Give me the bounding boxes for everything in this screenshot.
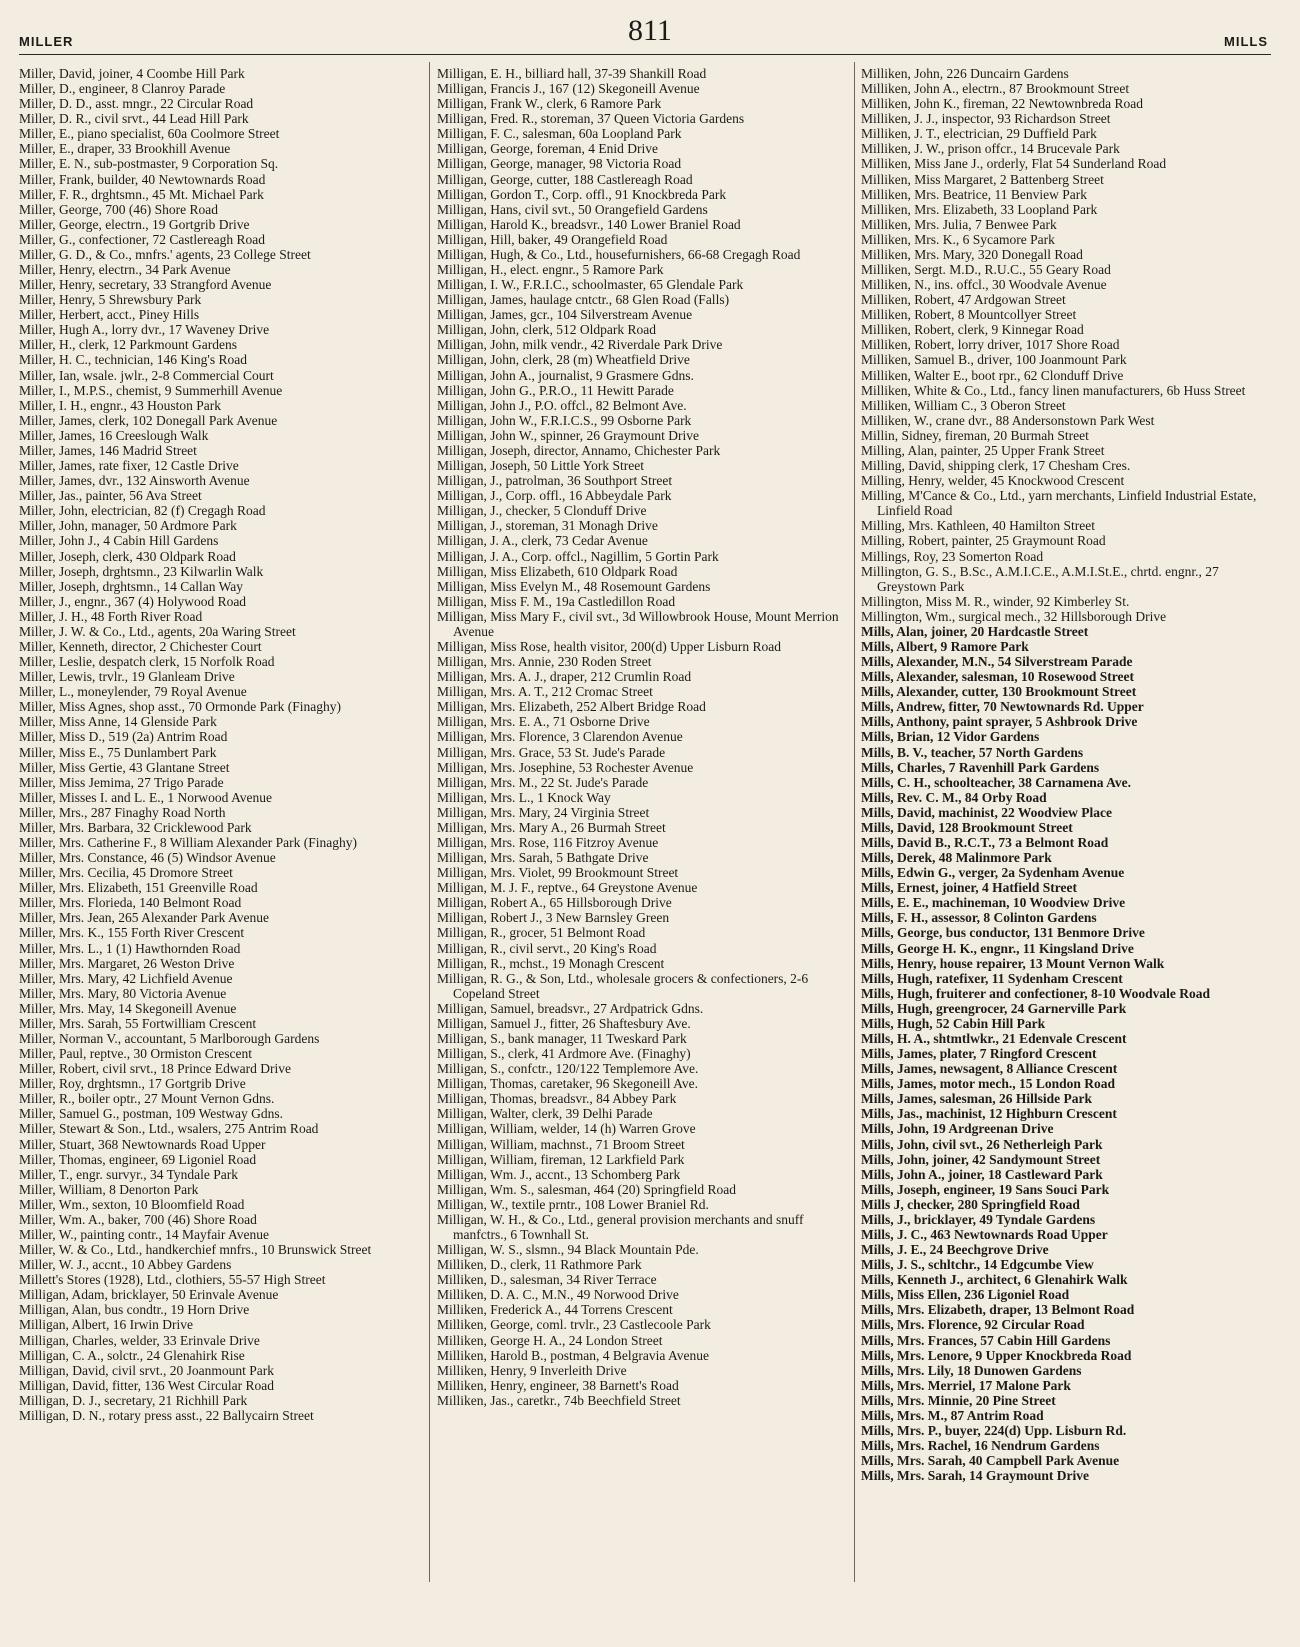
directory-entry: Milligan, R., mchst., 19 Monagh Crescent xyxy=(437,955,665,971)
directory-entry: Mills, George H. K., engnr., 11 Kingsland Drive xyxy=(861,940,1134,956)
directory-entry: Mills, Mrs. Lenore, 9 Upper Knockbreda Road xyxy=(861,1347,1132,1363)
directory-entry: Mills, Alexander, M.N., 54 Silverstream Parade xyxy=(861,654,1133,670)
directory-entry: Milligan, George, foreman, 4 Enid Drive xyxy=(437,141,658,157)
directory-entry: Milligan, J., Corp. offl., 16 Abbeydale Park xyxy=(437,488,672,504)
directory-entry: Milligan, Miss Mary F., civil svt., 3d Willowbrook House, Mount Merrion Avenue xyxy=(437,608,839,639)
directory-entry: Miller, Kenneth, director, 2 Chichester Court xyxy=(19,638,262,654)
directory-entry: Miller, Mrs. K., 155 Forth River Crescent xyxy=(19,925,245,941)
directory-entry: Milligan, Charles, welder, 33 Erinvale Drive xyxy=(19,1332,260,1348)
directory-entry: Miller, I. H., engnr., 43 Houston Park xyxy=(19,397,221,413)
directory-entry: Mills, Jas., machinist, 12 Highburn Crescent xyxy=(861,1106,1117,1122)
directory-entry: Milligan, Mrs. Annie, 230 Roden Street xyxy=(437,654,652,670)
directory-entry: Mills, Hugh, fruiterer and confectioner, 8-10 Woodvale Road xyxy=(861,985,1210,1001)
directory-entry: Mills, Mrs. M., 87 Antrim Road xyxy=(861,1407,1044,1423)
directory-entry: Miller, Mrs. Catherine F., 8 William Alexander Park (Finaghy) xyxy=(19,834,358,850)
directory-entry: Milliken, White & Co., Ltd., fancy linen manufacturers, 6b Huss Street xyxy=(861,382,1246,398)
directory-entry: Mills, George, bus conductor, 131 Benmore Drive xyxy=(861,925,1145,941)
directory-entry: Milligan, W. H., & Co., Ltd., general provision merchants and snuff manfctrs., 6 Townhall St. xyxy=(437,1211,804,1243)
directory-entry: Milligan, Mrs. Josephine, 53 Rochester Avenue xyxy=(437,759,694,775)
directory-entry: Milligan, D. J., secretary, 21 Richhill Park xyxy=(19,1392,248,1408)
directory-entry: Mills, Mrs. P., buyer, 224(d) Upp. Lisburn Rd. xyxy=(861,1423,1127,1439)
directory-entry: Milligan, Francis J., 167 (12) Skegoneill Avenue xyxy=(437,81,700,97)
directory-entry: Milliken, D. A. C., M.N., 49 Norwood Drive xyxy=(437,1287,679,1303)
directory-entry: Milligan, J., patrolman, 36 Southport Street xyxy=(437,473,673,489)
directory-entry: Milligan, Walter, clerk, 39 Delhi Parade xyxy=(437,1106,653,1122)
directory-entry: Miller, James, rate fixer, 12 Castle Drive xyxy=(19,458,239,474)
directory-entry: Miller, Robert, civil srvt., 18 Prince Edward Drive xyxy=(19,1061,292,1077)
directory-entry: Milligan, John, milk vendr., 42 Riverdale Park Drive xyxy=(437,337,723,353)
directory-entry: Miller, Herbert, acct., Piney Hills xyxy=(19,307,200,323)
directory-entry: Miller, Mrs. L., 1 (1) Hawthornden Road xyxy=(19,940,241,956)
directory-entry: Milligan, John W., F.R.I.C.S., 99 Osborne Park xyxy=(437,412,692,428)
directory-entry: Miller, John J., 4 Cabin Hill Gardens xyxy=(19,533,219,549)
directory-entry: Milling, Alan, painter, 25 Upper Frank Street xyxy=(861,442,1105,458)
directory-entry: Mills, Henry, house repairer, 13 Mount Vernon Walk xyxy=(861,955,1165,971)
directory-entry: Mills, F. H., assessor, 8 Colinton Gardens xyxy=(861,910,1097,926)
directory-entry: Milligan, Wm. J., accnt., 13 Schomberg Park xyxy=(437,1166,681,1182)
directory-entry: Mills, Mrs. Sarah, 40 Campbell Park Avenue xyxy=(861,1453,1120,1469)
directory-entry: Miller, J., engnr., 367 (4) Holywood Road xyxy=(19,593,247,609)
directory-entry: Miller, Mrs. Barbara, 32 Cricklewood Park xyxy=(19,819,252,835)
directory-entry: Mills, Alexander, cutter, 130 Brookmount Street xyxy=(861,684,1137,700)
directory-entry: Milliken, Robert, 47 Ardgowan Street xyxy=(861,292,1066,308)
directory-entry: Mills, Hugh, ratefixer, 11 Sydenham Crescent xyxy=(861,970,1123,986)
directory-entry: Milliken, Mrs. Beatrice, 11 Benview Park xyxy=(861,186,1087,202)
directory-column-2 xyxy=(437,66,853,1636)
directory-entry: Milling, Mrs. Kathleen, 40 Hamilton Street xyxy=(861,518,1095,534)
directory-entry: Miller, W. & Co., Ltd., handkerchief mnfrs., 10 Brunswick Street xyxy=(19,1242,372,1258)
directory-entry: Milligan, Hugh, & Co., Ltd., housefurnishers, 66-68 Cregagh Road xyxy=(437,246,801,262)
directory-entry: Miller, Jas., painter, 56 Ava Street xyxy=(19,488,202,504)
directory-entry: Milligan, Miss F. M., 19a Castledillon Road xyxy=(437,593,676,609)
directory-entry: Milligan, Mrs. Florence, 3 Clarendon Avenue xyxy=(437,729,683,745)
directory-entry: Milliken, John, 226 Duncairn Gardens xyxy=(861,66,1069,81)
directory-entry: Miller, James, dvr., 132 Ainsworth Avenue xyxy=(19,473,250,489)
directory-entry: Millett's Stores (1928), Ltd., clothiers, 55-57 High Street xyxy=(19,1272,326,1288)
directory-entry: Milling, M'Cance & Co., Ltd., yarn merchants, Linfield Industrial Estate, Linfield Road xyxy=(861,488,1257,519)
directory-entry: Milligan, Joseph, director, Annamo, Chichester Park xyxy=(437,442,721,458)
directory-entry: Milligan, D. N., rotary press asst., 22 Ballycairn Street xyxy=(19,1407,314,1423)
directory-entry: Miller, D. R., civil srvt., 44 Lead Hill Park xyxy=(19,111,249,127)
directory-entry: Mills, John, joiner, 42 Sandymount Street xyxy=(861,1151,1101,1167)
directory-entry: Mills, James, salesman, 26 Hillside Park xyxy=(861,1091,1092,1107)
directory-entry: Mills, J., bricklayer, 49 Tyndale Gardens xyxy=(861,1211,1096,1227)
directory-entry: Milligan, John J., P.O. offcl., 82 Belmont Ave. xyxy=(437,397,687,413)
directory-entry: Miller, R., boiler optr., 27 Mount Vernon Gdns. xyxy=(19,1091,275,1107)
directory-entry: Miller, Mrs. Mary, 80 Victoria Avenue xyxy=(19,985,227,1001)
directory-entry: Miller, Mrs. Sarah, 55 Fortwilliam Crescent xyxy=(19,1015,257,1031)
directory-entry: Milligan, Robert J., 3 New Barnsley Green xyxy=(437,910,670,926)
directory-column-3 xyxy=(861,66,1269,1636)
directory-entry: Milligan, J. A., Corp. offcl., Nagillim, 5 Gortin Park xyxy=(437,548,719,564)
directory-entry: Milligan, John W., spinner, 26 Graymount Drive xyxy=(437,427,699,443)
directory-entry: Mills, Mrs. Lily, 18 Dunowen Gardens xyxy=(861,1362,1082,1378)
directory-entry: Miller, Samuel G., postman, 109 Westway Gdns. xyxy=(19,1106,283,1122)
directory-entry: Milligan, J. A., clerk, 73 Cedar Avenue xyxy=(437,533,648,549)
directory-entry: Milligan, George, cutter, 188 Castlereagh Road xyxy=(437,171,693,187)
directory-entry: Milligan, Mrs. Mary A., 26 Burmah Street xyxy=(437,819,666,835)
directory-entry: Mills, Miss Ellen, 236 Ligoniel Road xyxy=(861,1287,1070,1303)
directory-entry: Mills, Brian, 12 Vidor Gardens xyxy=(861,729,1040,745)
directory-entry: Mills, Joseph, engineer, 19 Sans Souci Park xyxy=(861,1181,1110,1197)
directory-entry: Milligan, Wm. S., salesman, 464 (20) Springfield Road xyxy=(437,1181,736,1197)
directory-entry: Milliken, J. J., inspector, 93 Richardson Street xyxy=(861,111,1111,127)
directory-entry: Mills, James, motor mech., 15 London Road xyxy=(861,1076,1116,1092)
directory-entry: Milliken, William C., 3 Oberon Street xyxy=(861,397,1066,413)
directory-entry: Milligan, Miss Elizabeth, 610 Oldpark Road xyxy=(437,563,678,579)
directory-entry: Milligan, John, clerk, 28 (m) Wheatfield Drive xyxy=(437,352,690,368)
directory-entry: Miller, James, 146 Madrid Street xyxy=(19,442,197,458)
directory-entry: Miller, D., engineer, 8 Clanroy Parade xyxy=(19,81,226,97)
directory-entry: Miller, G., confectioner, 72 Castlereagh Road xyxy=(19,231,265,247)
directory-entry: Milligan, Hans, civil svt., 50 Orangefield Gardens xyxy=(437,201,708,217)
directory-entry: Miller, Joseph, drghtsmn., 14 Callan Way xyxy=(19,578,243,594)
directory-entry: Milliken, John A., electrn., 87 Brookmount Street xyxy=(861,81,1130,97)
directory-entry: Mills, Hugh, greengrocer, 24 Garnerville Park xyxy=(861,1000,1127,1016)
directory-entry: Milligan, W. S., slsmn., 94 Black Mountain Pde. xyxy=(437,1242,699,1258)
directory-entry: Mills, John, civil svt., 26 Netherleigh Park xyxy=(861,1136,1103,1152)
directory-entry: Milling, Henry, welder, 45 Knockwood Crescent xyxy=(861,473,1125,489)
directory-entry: Milligan, Mrs. A. J., draper, 212 Crumlin Road xyxy=(437,669,692,685)
directory-entry: Miller, J. W. & Co., Ltd., agents, 20a Waring Street xyxy=(19,623,296,639)
directory-entry: Miller, J. H., 48 Forth River Road xyxy=(19,608,203,624)
directory-entry: Mills, C. H., schoolteacher, 38 Carnamena Ave. xyxy=(861,774,1131,790)
directory-entry: Mills, H. A., shtmtlwkr., 21 Edenvale Crescent xyxy=(861,1031,1127,1046)
directory-entry: Mills, Alan, joiner, 20 Hardcastle Street xyxy=(861,623,1089,639)
directory-entry: Mills, Rev. C. M., 84 Orby Road xyxy=(861,789,1047,805)
directory-entry: Millings, Roy, 23 Somerton Road xyxy=(861,548,1044,564)
header-rule xyxy=(19,54,1271,55)
directory-entry: Mills, E. E., machineman, 10 Woodview Drive xyxy=(861,895,1126,911)
directory-entry: Mills, David, 128 Brookmount Street xyxy=(861,819,1073,835)
directory-entry: Milliken, J. T., electrician, 29 Duffield Park xyxy=(861,126,1097,142)
directory-entry: Milligan, Harold K., breadsvr., 140 Lower Braniel Road xyxy=(437,216,741,232)
directory-entry: Mills, David, machinist, 22 Woodview Place xyxy=(861,804,1113,820)
directory-entry: Milliken, Walter E., boot rpr., 62 Clonduff Drive xyxy=(861,367,1124,383)
directory-entry: Miller, Mrs. Florieda, 140 Belmont Road xyxy=(19,895,242,911)
directory-entry: Miller, Miss D., 519 (2a) Antrim Road xyxy=(19,729,228,745)
directory-entry: Miller, Henry, secretary, 33 Strangford Avenue xyxy=(19,277,272,293)
directory-entry: Mills, John, 19 Ardgreenan Drive xyxy=(861,1121,1054,1137)
directory-entry: Milliken, Mrs. Julia, 7 Benwee Park xyxy=(861,216,1057,232)
directory-entry: Mills, Charles, 7 Ravenhill Park Gardens xyxy=(861,759,1100,775)
directory-entry: Milligan, Joseph, 50 Little York Street xyxy=(437,458,644,474)
directory-entry: Miller, Stuart, 368 Newtownards Road Upper xyxy=(19,1136,266,1152)
directory-entry: Miller, Stewart & Son., Ltd., wsalers, 275 Antrim Road xyxy=(19,1121,319,1137)
directory-entry: Milligan, George, manager, 98 Victoria Road xyxy=(437,156,682,172)
page-number: 811 xyxy=(628,14,672,47)
directory-entry: Mills, David B., R.C.T., 73 a Belmont Road xyxy=(861,834,1109,850)
directory-entry: Milligan, David, civil srvt., 20 Joanmount Park xyxy=(19,1362,274,1378)
directory-entry: Milliken, Henry, 9 Inverleith Drive xyxy=(437,1362,627,1378)
directory-entry: Milligan, James, gcr., 104 Silverstream Avenue xyxy=(437,307,693,323)
directory-entry: Miller, Frank, builder, 40 Newtownards Road xyxy=(19,171,266,187)
directory-entry: Milligan, David, fitter, 136 West Circular Road xyxy=(19,1377,274,1393)
directory-entry: Milligan, William, fireman, 12 Larkfield Park xyxy=(437,1151,685,1167)
directory-entry: Milligan, Samuel J., fitter, 26 Shaftesbury Ave. xyxy=(437,1015,691,1031)
directory-entry: Miller, Mrs. Elizabeth, 151 Greenville Road xyxy=(19,880,258,896)
directory-entry: Mills, James, newsagent, 8 Alliance Crescent xyxy=(861,1061,1118,1077)
directory-entry: Milliken, D., salesman, 34 River Terrace xyxy=(437,1272,657,1288)
directory-entry: Miller, Mrs. Cecilia, 45 Dromore Street xyxy=(19,865,233,881)
directory-entry: Milliken, Harold B., postman, 4 Belgravia Avenue xyxy=(437,1347,709,1363)
directory-entry: Millin, Sidney, fireman, 20 Burmah Street xyxy=(861,427,1089,443)
directory-entry: Milligan, R. G., & Son, Ltd., wholesale grocers & confectioners, 2-6 Copeland Street xyxy=(437,970,809,1001)
directory-entry: Milligan, Hill, baker, 49 Orangefield Road xyxy=(437,231,668,247)
directory-entry: Milliken, Mrs. Mary, 320 Donegall Road xyxy=(861,246,1083,262)
directory-entry: Milliken, George H. A., 24 London Street xyxy=(437,1332,663,1348)
running-head-right: MILLS xyxy=(1224,34,1268,49)
directory-entry: Milligan, Adam, bricklayer, 50 Erinvale Avenue xyxy=(19,1287,279,1303)
directory-entry: Milligan, Mrs. L., 1 Knock Way xyxy=(437,789,611,805)
directory-entry: Millington, G. S., B.Sc., A.M.I.C.E., A.M.I.St.E., chrtd. engnr., 27 Greystown Park xyxy=(861,563,1219,594)
directory-entry: Miller, Mrs. Margaret, 26 Weston Drive xyxy=(19,955,235,971)
directory-entry: Milliken, Robert, 8 Mountcollyer Street xyxy=(861,307,1077,323)
directory-entry: Milliken, George, coml. trvlr., 23 Castlecoole Park xyxy=(437,1317,711,1333)
directory-entry: Mills, Alexander, salesman, 10 Rosewood Street xyxy=(861,669,1134,685)
directory-entry: Miller, Mrs. May, 14 Skegoneill Avenue xyxy=(19,1000,237,1016)
directory-entry: Milligan, Mrs. Sarah, 5 Bathgate Drive xyxy=(437,850,649,866)
column-divider xyxy=(854,62,855,1582)
running-head-left: MILLER xyxy=(19,34,74,49)
directory-entry: Milliken, Mrs. Elizabeth, 33 Loopland Park xyxy=(861,201,1098,217)
directory-entry: Mills, Kenneth J., architect, 6 Glenahirk Walk xyxy=(861,1272,1128,1288)
directory-entry: Milligan, Mrs. Elizabeth, 252 Albert Bridge Road xyxy=(437,699,706,715)
directory-entry: Mills, Mrs. Florence, 92 Circular Road xyxy=(861,1317,1085,1333)
directory-entry: Milliken, D., clerk, 11 Rathmore Park xyxy=(437,1257,642,1273)
directory-entry: Miller, W. J., accnt., 10 Abbey Gardens xyxy=(19,1257,232,1273)
directory-entry: Miller, D. D., asst. mngr., 22 Circular Road xyxy=(19,96,254,112)
directory-entry: Milliken, Sergt. M.D., R.U.C., 55 Geary Road xyxy=(861,262,1111,278)
directory-entry: Milligan, James, haulage cntctr., 68 Glen Road (Falls) xyxy=(437,292,730,308)
directory-entry: Miller, William, 8 Denorton Park xyxy=(19,1181,199,1197)
directory-entry: Milligan, S., clerk, 41 Ardmore Ave. (Finaghy) xyxy=(437,1046,691,1062)
directory-entry: Milligan, Mrs. E. A., 71 Osborne Drive xyxy=(437,714,650,730)
directory-entry: Miller, Lewis, trvlr., 19 Glanleam Drive xyxy=(19,669,235,685)
directory-entry: Miller, Mrs., 287 Finaghy Road North xyxy=(19,804,226,820)
directory-entry: Milligan, William, welder, 14 (h) Warren Grove xyxy=(437,1121,696,1137)
directory-entry: Miller, Miss Anne, 14 Glenside Park xyxy=(19,714,217,730)
directory-entry: Milliken, Robert, clerk, 9 Kinnegar Road xyxy=(861,322,1084,338)
directory-entry: Milliken, W., crane dvr., 88 Andersonstown Park West xyxy=(861,412,1155,428)
directory-entry: Mills, Anthony, paint sprayer, 5 Ashbrook Drive xyxy=(861,714,1138,730)
directory-entry: Miller, T., engr. survyr., 34 Tyndale Park xyxy=(19,1166,238,1182)
directory-entry: Milligan, Mrs. Mary, 24 Virginia Street xyxy=(437,804,650,820)
directory-entry: Millington, Miss M. R., winder, 92 Kimberley St. xyxy=(861,593,1130,609)
directory-entry: Miller, Ian, wsale. jwlr., 2-8 Commercial Court xyxy=(19,367,274,383)
directory-entry: Milligan, H., elect. engnr., 5 Ramore Park xyxy=(437,262,664,278)
directory-entry: Milligan, J., storeman, 31 Monagh Drive xyxy=(437,518,658,534)
directory-entry: Milligan, Thomas, caretaker, 96 Skegoneill Ave. xyxy=(437,1076,699,1092)
directory-entry: Milligan, F. C., salesman, 60a Loopland Park xyxy=(437,126,682,142)
directory-entry: Milligan, Miss Rose, health visitor, 200(d) Upper Lisburn Road xyxy=(437,638,782,654)
directory-entry: Mills, Mrs. Minnie, 20 Pine Street xyxy=(861,1392,1056,1408)
directory-entry: Milligan, Thomas, breadsvr., 84 Abbey Park xyxy=(437,1091,677,1107)
directory-entry: Miller, Miss Jemima, 27 Trigo Parade xyxy=(19,774,224,790)
directory-entry: Mills, Edwin G., verger, 2a Sydenham Avenue xyxy=(861,865,1125,881)
directory-entry: Miller, G. D., & Co., mnfrs.' agents, 23 College Street xyxy=(19,246,311,262)
directory-entry: Miller, David, joiner, 4 Coombe Hill Park xyxy=(19,66,245,81)
directory-entry: Milliken, Henry, engineer, 38 Barnett's Road xyxy=(437,1377,679,1393)
directory-entry: Mills, Derek, 48 Malinmore Park xyxy=(861,850,1052,866)
directory-entry: Mills, Andrew, fitter, 70 Newtownards Rd. Upper xyxy=(861,699,1144,715)
directory-entry: Mills, Mrs. Sarah, 14 Graymount Drive xyxy=(861,1468,1089,1484)
directory-entry: Miller, Mrs. Mary, 42 Lichfield Avenue xyxy=(19,970,233,986)
directory-entry: Miller, E. N., sub-postmaster, 9 Corporation Sq. xyxy=(19,156,279,172)
directory-entry: Milliken, Mrs. K., 6 Sycamore Park xyxy=(861,231,1055,247)
directory-entry: Milligan, Albert, 16 Irwin Drive xyxy=(19,1317,193,1333)
directory-entry: Miller, Miss E., 75 Dunlambert Park xyxy=(19,744,217,760)
directory-entry: Milligan, Robert A., 65 Hillsborough Drive xyxy=(437,895,672,911)
directory-entry: Mills, Mrs. Merriel, 17 Malone Park xyxy=(861,1377,1071,1393)
directory-entry: Mills, J. C., 463 Newtownards Road Upper xyxy=(861,1227,1108,1243)
directory-entry: Miller, Roy, drghtsmn., 17 Gortgrib Drive xyxy=(19,1076,246,1092)
directory-entry: Milliken, John K., fireman, 22 Newtownbreda Road xyxy=(861,96,1143,112)
directory-entry: Miller, George, 700 (46) Shore Road xyxy=(19,201,219,217)
directory-entry: Mills, James, plater, 7 Ringford Crescent xyxy=(861,1046,1097,1062)
directory-entry: Milligan, William, machnst., 71 Broom Street xyxy=(437,1136,685,1152)
column-divider xyxy=(429,62,430,1582)
directory-entry: Milligan, R., civil servt., 20 King's Road xyxy=(437,940,657,956)
directory-entry: Milligan, Mrs. Grace, 53 St. Jude's Parade xyxy=(437,744,666,760)
directory-entry: Milliken, Miss Margaret, 2 Battenberg Street xyxy=(861,171,1104,187)
directory-entry: Miller, W., painting contr., 14 Mayfair Avenue xyxy=(19,1227,270,1243)
directory-entry: Milligan, Miss Evelyn M., 48 Rosemount Gardens xyxy=(437,578,711,594)
directory-entry: Mills, Albert, 9 Ramore Park xyxy=(861,638,1029,654)
directory-entry: Miller, E., piano specialist, 60a Coolmore Street xyxy=(19,126,280,142)
directory-entry: Milligan, Alan, bus condtr., 19 Horn Drive xyxy=(19,1302,250,1318)
directory-entry: Miller, Wm., sexton, 10 Bloomfield Road xyxy=(19,1196,245,1212)
directory-entry: Milligan, Fred. R., storeman, 37 Queen Victoria Gardens xyxy=(437,111,745,127)
directory-entry: Mills, Mrs. Rachel, 16 Nendrum Gardens xyxy=(861,1438,1100,1454)
directory-entry: Milliken, J. W., prison offcr., 14 Brucevale Park xyxy=(861,141,1120,157)
directory-entry: Milliken, Samuel B., driver, 100 Joanmount Park xyxy=(861,352,1127,368)
directory-entry: Mills, Mrs. Elizabeth, draper, 13 Belmont Road xyxy=(861,1302,1135,1318)
directory-entry: Milligan, I. W., F.R.I.C., schoolmaster, 65 Glendale Park xyxy=(437,277,744,293)
directory-entry: Milligan, S., bank manager, 11 Tweskard Park xyxy=(437,1031,687,1046)
directory-entry: Miller, Joseph, drghtsmn., 23 Kilwarlin Walk xyxy=(19,563,264,579)
directory-entry: Milliken, Robert, lorry driver, 1017 Shore Road xyxy=(861,337,1120,353)
directory-entry: Miller, Norman V., accountant, 5 Marlborough Gardens xyxy=(19,1031,320,1046)
directory-entry: Miller, H. C., technician, 146 King's Road xyxy=(19,352,247,368)
directory-entry: Miller, L., moneylender, 79 Royal Avenue xyxy=(19,684,247,700)
directory-entry: Miller, Paul, reptve., 30 Ormiston Crescent xyxy=(19,1046,253,1062)
directory-entry: Milligan, John G., P.R.O., 11 Hewitt Parade xyxy=(437,382,674,398)
directory-entry: Mills, Ernest, joiner, 4 Hatfield Street xyxy=(861,880,1077,896)
directory-entry: Milligan, Gordon T., Corp. offl., 91 Knockbreda Park xyxy=(437,186,727,202)
directory-entry: Mills, J. E., 24 Beechgrove Drive xyxy=(861,1242,1049,1258)
directory-entry: Miller, John, electrician, 82 (f) Cregagh Road xyxy=(19,503,266,519)
directory-entry: Miller, George, electrn., 19 Gortgrib Drive xyxy=(19,216,250,232)
directory-entry: Millington, Wm., surgical mech., 32 Hillsborough Drive xyxy=(861,608,1167,624)
directory-entry: Miller, Hugh A., lorry dvr., 17 Waveney Drive xyxy=(19,322,270,338)
directory-entry: Milliken, Frederick A., 44 Torrens Crescent xyxy=(437,1302,673,1318)
directory-entry: Milligan, S., confctr., 120/122 Templemore Ave. xyxy=(437,1061,699,1077)
directory-entry: Milling, David, shipping clerk, 17 Chesham Cres. xyxy=(861,458,1131,474)
directory-entry: Milligan, John A., journalist, 9 Grasmere Gdns. xyxy=(437,367,694,383)
directory-entry: Miller, Henry, 5 Shrewsbury Park xyxy=(19,292,202,308)
directory-entry: Milligan, J., checker, 5 Clonduff Drive xyxy=(437,503,647,519)
directory-entry: Milligan, Mrs. M., 22 St. Jude's Parade xyxy=(437,774,649,790)
directory-entry: Miller, James, 16 Creeslough Walk xyxy=(19,427,209,443)
directory-entry: Milligan, Mrs. Rose, 116 Fitzroy Avenue xyxy=(437,834,659,850)
directory-entry: Miller, Joseph, clerk, 430 Oldpark Road xyxy=(19,548,236,564)
directory-entry: Mills J, checker, 280 Springfield Road xyxy=(861,1196,1080,1212)
directory-entry: Miller, Miss Gertie, 43 Glantane Street xyxy=(19,759,230,775)
directory-entry: Miller, Mrs. Constance, 46 (5) Windsor Avenue xyxy=(19,850,276,866)
directory-entry: Milling, Robert, painter, 25 Graymount Road xyxy=(861,533,1106,549)
directory-entry: Milligan, E. H., billiard hall, 37-39 Shankill Road xyxy=(437,66,707,81)
directory-entry: Milligan, W., textile prntr., 108 Lower Braniel Rd. xyxy=(437,1196,709,1212)
directory-entry: Miller, H., clerk, 12 Parkmount Gardens xyxy=(19,337,238,353)
directory-entry: Miller, I., M.P.S., chemist, 9 Summerhill Avenue xyxy=(19,382,283,398)
directory-entry: Miller, Misses I. and L. E., 1 Norwood Avenue xyxy=(19,789,273,805)
directory-entry: Miller, Leslie, despatch clerk, 15 Norfolk Road xyxy=(19,654,275,670)
directory-entry: Milligan, Frank W., clerk, 6 Ramore Park xyxy=(437,96,662,112)
directory-entry: Mills, Mrs. Frances, 57 Cabin Hill Gardens xyxy=(861,1332,1111,1348)
directory-entry: Mills, J. S., schltchr., 14 Edgcumbe View xyxy=(861,1257,1094,1273)
directory-entry: Milliken, N., ins. offcl., 30 Woodvale Avenue xyxy=(861,277,1107,293)
directory-entry: Miller, F. R., drghtsmn., 45 Mt. Michael Park xyxy=(19,186,264,202)
directory-entry: Miller, John, manager, 50 Ardmore Park xyxy=(19,518,237,534)
directory-entry: Milligan, R., grocer, 51 Belmont Road xyxy=(437,925,646,941)
directory-entry: Miller, Thomas, engineer, 69 Ligoniel Road xyxy=(19,1151,257,1167)
directory-entry: Miller, E., draper, 33 Brookhill Avenue xyxy=(19,141,231,157)
directory-entry: Milligan, Mrs. A. T., 212 Cromac Street xyxy=(437,684,653,700)
directory-entry: Mills, B. V., teacher, 57 North Gardens xyxy=(861,744,1084,760)
directory-entry: Milligan, John, clerk, 512 Oldpark Road xyxy=(437,322,656,338)
directory-entry: Milliken, Jas., caretkr., 74b Beechfield Street xyxy=(437,1392,681,1408)
directory-entry: Mills, John A., joiner, 18 Castleward Park xyxy=(861,1166,1103,1182)
directory-entry: Milligan, Mrs. Violet, 99 Brookmount Street xyxy=(437,865,679,881)
directory-column-1 xyxy=(19,66,427,1636)
directory-entry: Miller, Wm. A., baker, 700 (46) Shore Road xyxy=(19,1211,257,1227)
directory-entry: Milligan, M. J. F., reptve., 64 Greystone Avenue xyxy=(437,880,698,896)
directory-entry: Miller, Mrs. Jean, 265 Alexander Park Avenue xyxy=(19,910,270,926)
directory-entry: Miller, Miss Agnes, shop asst., 70 Ormonde Park (Finaghy) xyxy=(19,699,341,715)
directory-entry: Miller, James, clerk, 102 Donegall Park Avenue xyxy=(19,412,278,428)
directory-entry: Milligan, C. A., solctr., 24 Glenahirk Rise xyxy=(19,1347,245,1363)
directory-entry: Milliken, Miss Jane J., orderly, Flat 54 Sunderland Road xyxy=(861,156,1167,172)
directory-entry: Miller, Henry, electrn., 34 Park Avenue xyxy=(19,262,231,278)
directory-entry: Milligan, Samuel, breadsvr., 27 Ardpatrick Gdns. xyxy=(437,1000,704,1016)
directory-entry: Mills, Hugh, 52 Cabin Hill Park xyxy=(861,1015,1046,1031)
